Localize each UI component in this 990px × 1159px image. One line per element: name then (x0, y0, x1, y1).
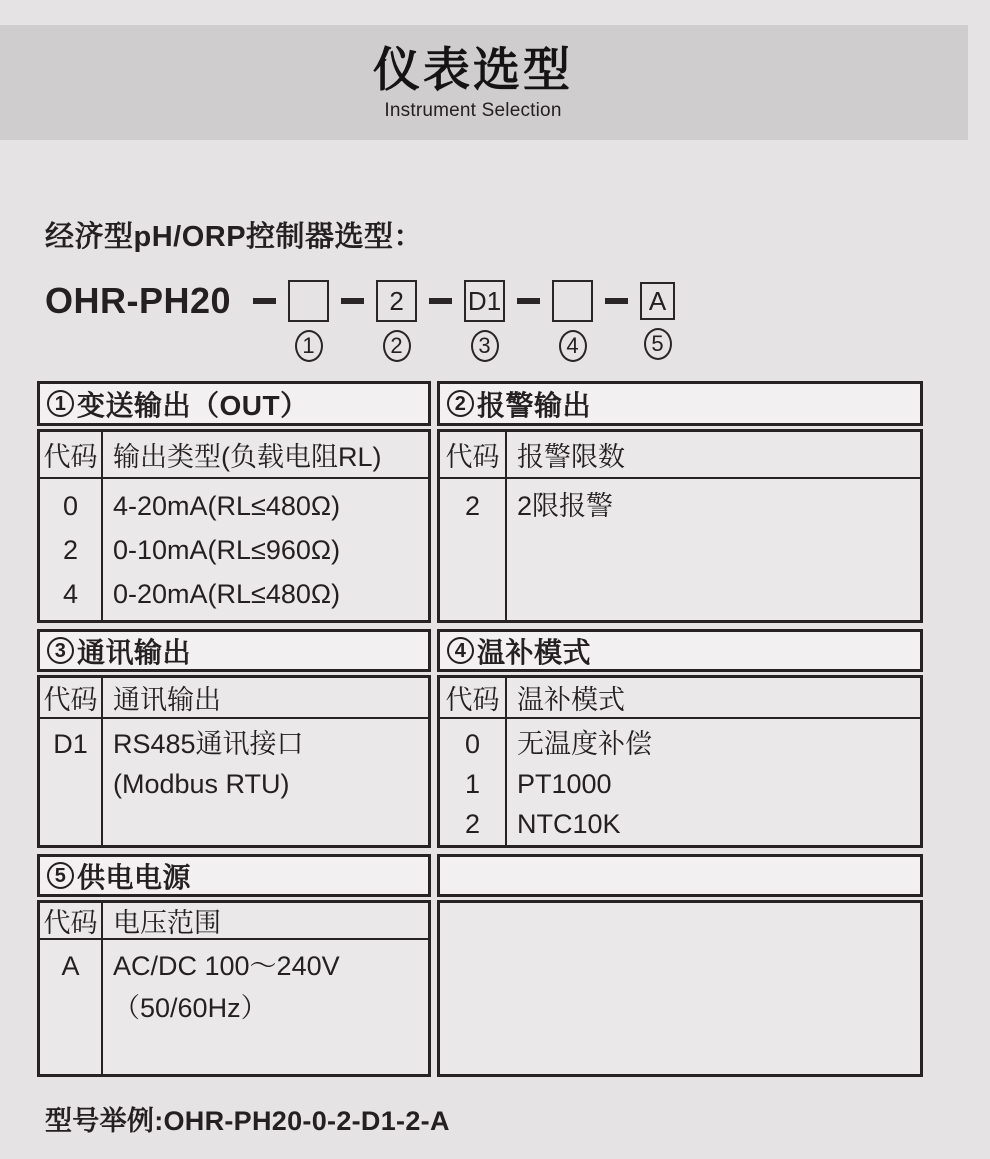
value-column (103, 479, 428, 620)
value-cell: 0-10mA(RL≤960Ω) (113, 535, 341, 565)
code-cell: 2 (62, 535, 79, 565)
section-alarm-output (437, 381, 923, 623)
value-column (103, 940, 428, 1074)
code-cell: 1 (464, 769, 481, 799)
circled-digit-5: 5 (644, 328, 672, 360)
value-column (507, 479, 920, 620)
section-header (37, 381, 431, 426)
section-empty (437, 854, 923, 1077)
circled-digit-4: 4 (559, 330, 587, 362)
circled-digit-2: 2 (383, 330, 411, 362)
empty-body-cell (437, 900, 923, 1077)
circled-digit-icon: 1 (47, 390, 74, 417)
value-cell: （50/60Hz） (113, 993, 268, 1023)
table-row-group-1 (37, 381, 923, 623)
section-header (37, 629, 431, 672)
dash-separator (517, 298, 540, 304)
code-cell: 4 (62, 579, 79, 609)
circled-digit-1: 1 (295, 330, 323, 362)
code-column (40, 719, 103, 845)
value-cell: NTC10K (517, 809, 621, 839)
code-column (440, 479, 507, 620)
dash-separator (429, 298, 452, 304)
value-cell: (Modbus RTU) (113, 769, 290, 799)
model-code-diagram (45, 280, 990, 362)
section-body (37, 900, 431, 1077)
value-cell: 0-20mA(RL≤480Ω) (113, 579, 341, 609)
section-title: 温补模式 (477, 636, 592, 668)
section-title: 通讯输出 (77, 636, 192, 668)
code-slot-5 (640, 280, 675, 360)
page-subtitle: Instrument Selection (384, 99, 562, 121)
section-title: 供电电源 (77, 861, 192, 893)
circled-digit-3: 3 (471, 330, 499, 362)
column-header-code: 代码 (40, 678, 103, 719)
column-header-code: 代码 (440, 432, 507, 479)
table-row-group-2 (37, 629, 923, 848)
value-column (103, 719, 428, 845)
value-cell: 2限报警 (517, 491, 614, 521)
model-example: 型号举例:OHR-PH20-0-2-D1-2-A (45, 1106, 450, 1136)
code-box-3: D1 (464, 280, 505, 322)
circled-digit-icon: 2 (447, 390, 474, 417)
value-column (507, 719, 920, 845)
model-prefix: OHR-PH20 (45, 280, 232, 321)
section-transmit-output (37, 381, 431, 623)
section-communication-output (37, 629, 431, 848)
column-header-label: 通讯输出 (103, 678, 428, 719)
code-cell: D1 (53, 729, 88, 759)
section-body (37, 675, 431, 848)
code-cell: 0 (464, 729, 481, 759)
circled-digit-icon: 4 (447, 637, 474, 664)
page-title: 仪表选型 (373, 42, 573, 96)
column-header-code: 代码 (40, 432, 103, 479)
column-header-label: 报警限数 (507, 432, 920, 479)
value-cell: RS485通讯接口 (113, 729, 304, 759)
code-cell: 2 (464, 491, 481, 521)
code-box-2: 2 (376, 280, 417, 322)
code-column (40, 479, 103, 620)
section-body (437, 675, 923, 848)
section-title: 报警输出 (477, 389, 592, 421)
column-header-label: 温补模式 (507, 678, 920, 719)
section-body (437, 429, 923, 623)
code-slot-3 (464, 280, 505, 362)
section-body (37, 429, 431, 623)
dash-separator (605, 298, 628, 304)
code-column (40, 940, 103, 1074)
column-header-label: 输出类型(负载电阻RL) (103, 432, 428, 479)
value-cell: 4-20mA(RL≤480Ω) (113, 491, 341, 521)
code-cell: 2 (464, 809, 481, 839)
code-slot-4 (552, 280, 593, 362)
code-slot-1 (288, 280, 329, 362)
selection-table (37, 381, 923, 1077)
circled-digit-icon: 3 (47, 637, 74, 664)
selection-heading: 经济型pH/ORP控制器选型： (45, 221, 424, 253)
code-box-5: A (640, 282, 675, 320)
column-header-code: 代码 (440, 678, 507, 719)
code-box-1 (288, 280, 329, 322)
value-cell: 无温度补偿 (517, 729, 652, 759)
title-band (0, 25, 968, 140)
code-box-4 (552, 280, 593, 322)
dash-separator (253, 298, 276, 304)
section-header (437, 381, 923, 426)
section-title: 变送输出（OUT） (77, 389, 309, 421)
section-temp-compensation (437, 629, 923, 848)
code-cell (40, 987, 101, 1029)
dash-separator (341, 298, 364, 304)
table-row-group-3 (37, 854, 923, 1077)
section-header (37, 854, 431, 897)
section-power-supply (37, 854, 431, 1077)
column-header-code: 代码 (40, 903, 103, 940)
code-cell (40, 764, 101, 804)
section-header (437, 629, 923, 672)
column-header-label: 电压范围 (103, 903, 428, 940)
value-cell: PT1000 (517, 769, 612, 799)
empty-header-cell (437, 854, 923, 897)
circled-digit-icon: 5 (47, 862, 74, 889)
code-cell: 0 (62, 491, 79, 521)
code-slot-2 (376, 280, 417, 362)
code-cell: A (61, 951, 80, 981)
value-cell: AC/DC 100～240V (113, 951, 340, 981)
code-column (440, 719, 507, 845)
